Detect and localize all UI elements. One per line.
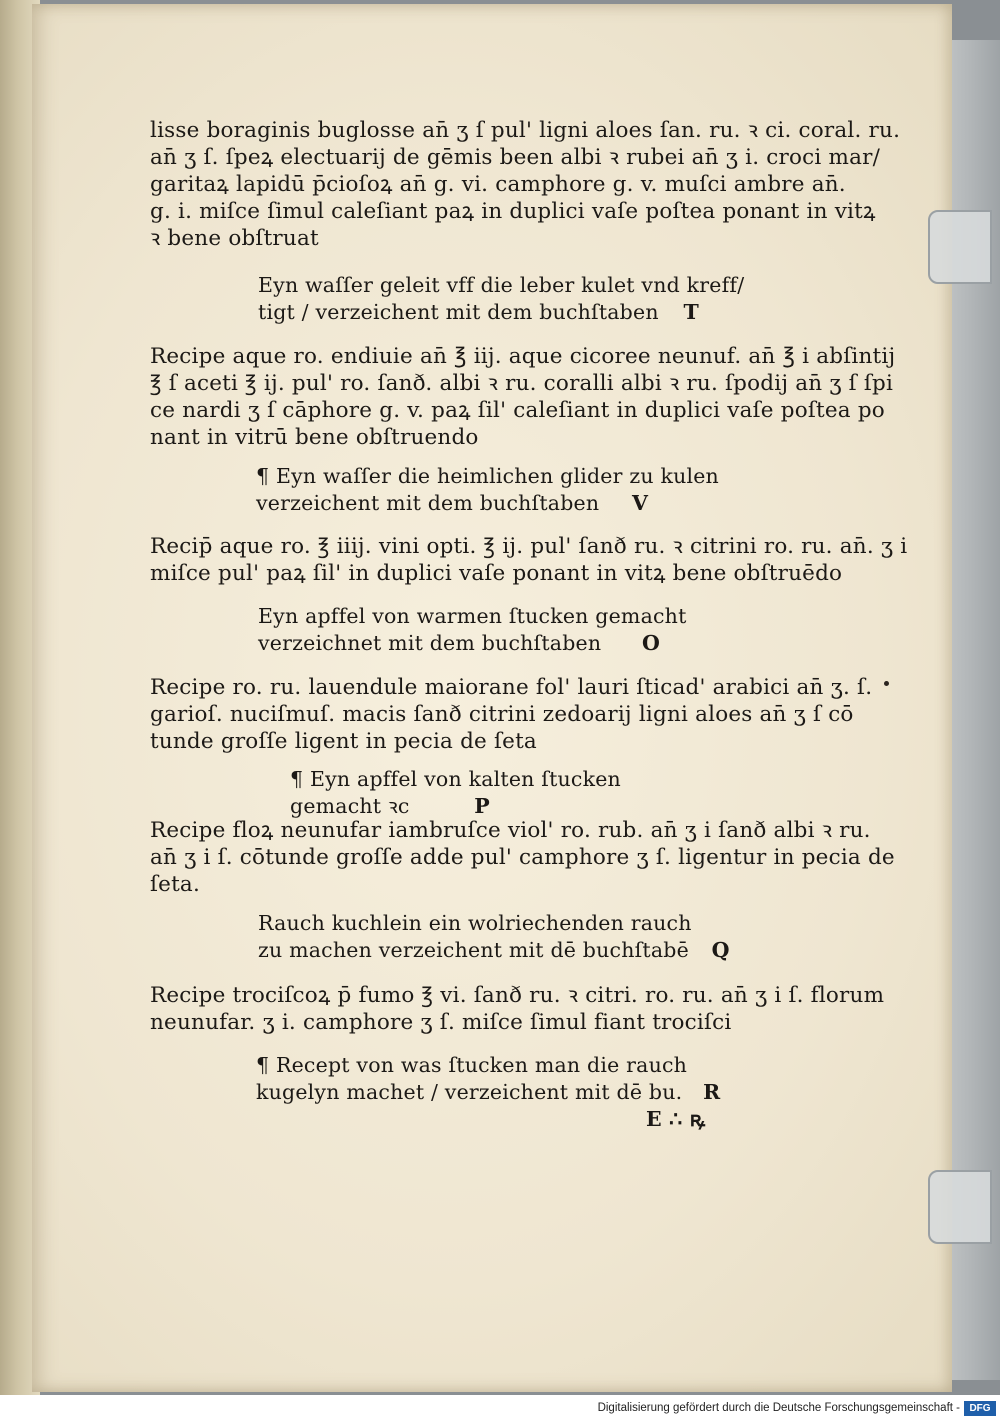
- text-line: garitaꝝ lapidū p̄cioſoꝝ an̄ g. vi. camphore g. v. muſci ambre an̄.: [150, 172, 846, 197]
- text-line: Recipe floꝝ neunufar iambruſce viol' ro. rub. an̄ ʒ i ſanð albi ꝛ ru.: [150, 818, 871, 843]
- text-line: neunufar. ʒ i. camphore ʒ ſ. miſce ſimul fiant trociſci: [150, 1010, 732, 1035]
- text-line: ¶ Recept von was ſtucken man die rauch: [256, 1053, 688, 1077]
- text-line: Recipe aque ro. endiuie an̄ ℥ iij. aque cicoree neunuf. an̄ ℥ i abſintij: [150, 344, 896, 369]
- text-line: ¶ Eyn apffel von kalten ſtucken: [290, 767, 621, 791]
- text-line: ¶ Eyn waſſer die heimlichen glider zu kulen: [256, 464, 719, 488]
- text-line: ce nardi ʒ ſ cāphore g. v. paꝝ ſil' caleſiant in duplici vaſe poſtea po: [150, 398, 885, 423]
- section-letter: V: [631, 491, 649, 515]
- section-heading: [258, 603, 687, 657]
- section-heading: [256, 463, 719, 517]
- funding-notice: Digitalisierung gefördert durch die Deutsche Forschungsgemeinschaft -: [597, 1402, 960, 1414]
- text-line: miſce pul' paꝝ ſil' in duplici vaſe ponant in vitꝝ bene obſtruēdo: [150, 561, 843, 586]
- text-line: garioſ. nuciſmuſ. macis ſanð citrini zedoarij ligni aloes an̄ ʒ ſ cō: [150, 702, 854, 727]
- recipe-paragraph: [150, 533, 907, 587]
- section-heading: [258, 272, 744, 326]
- text-line: g. i. miſce ſimul caleſiant paꝝ in duplici vaſe poſtea ponant in vitꝝ: [150, 199, 876, 224]
- section-letter: Q: [711, 938, 730, 962]
- section-letter: O: [641, 631, 661, 655]
- text-line: ſeta.: [150, 872, 200, 897]
- text-line: Rauch kuchlein ein wolriechenden rauch: [258, 911, 692, 935]
- recipe-paragraph: [150, 982, 884, 1036]
- recipe-paragraph: [150, 817, 895, 898]
- text-line: an̄ ʒ i ſ. cōtunde groſſe adde pul' camphore ʒ ſ. ligentur in pecia de: [150, 845, 895, 870]
- text-line: [258, 937, 730, 964]
- book-clasp-tab: [928, 1170, 992, 1244]
- text-line: an̄ ʒ ſ. ſpeꝝ electuarij de gēmis been albi ꝛ rubei an̄ ʒ i. croci mar/: [150, 145, 881, 170]
- text-line: Recipe trociſcoꝝ p̄ fumo ℥ vi. ſanð ru. ꝛ citri. ro. ru. an̄ ʒ i ſ. florum: [150, 983, 885, 1008]
- section-letter: T: [683, 300, 699, 324]
- section-letter: R: [703, 1080, 721, 1104]
- text-line: Eyn apffel von warmen ſtucken gemacht: [258, 604, 687, 628]
- text-line: [256, 1106, 720, 1133]
- text-line: kugelyn machet / verzeichent mit dē bu.: [256, 1080, 683, 1104]
- recipe-paragraph: [150, 343, 895, 451]
- text-line: nant in vitrū bene obſtruendo: [150, 425, 479, 450]
- text-line: Eyn waſſer geleit vff die leber kulet vnd kreff/: [258, 273, 745, 297]
- text-line: [258, 299, 744, 326]
- text-line: tigt / verzeichent mit dem buchſtaben: [258, 300, 659, 324]
- section-letter: P: [474, 794, 490, 818]
- text-line: Recip̄ aque ro. ℥ iiij. vini opti. ℥ ij. pul' ſanð ru. ꝛ citrini ro. ru. an̄. ʒ i: [150, 534, 908, 559]
- book-clasp-tab: [928, 210, 992, 284]
- text-line: lisse boraginis buglosse an̄ ʒ ſ pul' ligni aloes ſan. ru. ꝛ ci. coral. ru.: [150, 118, 901, 143]
- text-line: gemacht ꝛc: [290, 794, 410, 818]
- text-line: [256, 490, 719, 517]
- recipe-paragraph: [150, 674, 872, 755]
- text-line: [258, 630, 687, 657]
- text-line: verzeichent mit dem buchſtaben: [256, 491, 600, 515]
- section-heading: [258, 910, 730, 964]
- footer-bar: [0, 1395, 1000, 1423]
- ink-speck: [884, 681, 889, 686]
- text-line: tunde groſſe ligent in pecia de ſeta: [150, 729, 537, 754]
- text-line: Recipe ro. ru. lauendule maiorane fol' lauri ſticad' arabici an̄ ʒ. ſ.: [150, 675, 873, 700]
- catchword: E ∴ ꝶ: [646, 1107, 706, 1131]
- text-line: ℥ ſ aceti ℥ ij. pul' ro. ſanð. albi ꝛ ru. coralli albi ꝛ ru. ſpodij an̄ ʒ ſ ſpi: [150, 371, 894, 396]
- section-heading: [256, 1052, 720, 1133]
- text-line: verzeichnet mit dem buchſtaben: [258, 631, 602, 655]
- recipe-paragraph: [150, 117, 900, 252]
- text-line: [290, 793, 621, 820]
- text-line: ꝛ bene obſtruat: [150, 226, 319, 251]
- dfg-logo: DFG: [964, 1401, 996, 1416]
- text-line: zu machen verzeichent mit dē buchſtabē: [258, 938, 689, 962]
- text-line: [256, 1079, 720, 1106]
- section-heading: [290, 766, 621, 820]
